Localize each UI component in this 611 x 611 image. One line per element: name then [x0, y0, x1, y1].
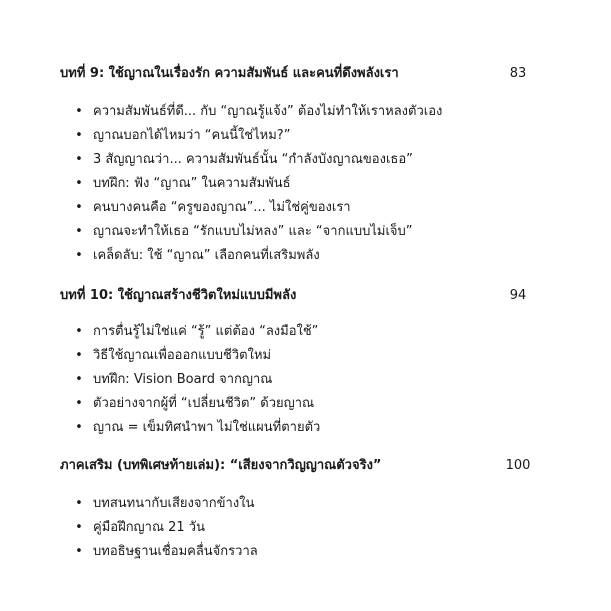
bullet-icon: • [75, 200, 83, 215]
toc-appendix [60, 456, 540, 559]
bullet-icon: • [75, 496, 83, 511]
list-item-text: คนบางคนคือ “ครูของญาณ”... ไม่ใช่คู่ของเรา [93, 200, 351, 215]
list-item-text: คู่มือฝึกญาณ 21 วัน [93, 520, 205, 535]
bullet-icon: • [75, 520, 83, 535]
bullet-icon: • [75, 372, 83, 387]
chapter-title: ภาคเสริม (บทพิเศษท้ายเล่ม): “เสียงจากวิญญาณตัวจริง” [60, 458, 382, 473]
bullet-icon: • [75, 396, 83, 411]
chapter-page-number: 83 [509, 66, 527, 81]
chapter-heading [60, 64, 540, 84]
list-item-text: การตื่นรู้ไม่ใช่แค่ “รู้” แต่ต้อง “ลงมือใช้” [93, 324, 319, 339]
bullet-icon: • [75, 152, 83, 167]
list-item-text: ญาณจะทำให้เธอ “รักแบบไม่หลง” และ “จากแบบไม่เจ็บ” [93, 224, 413, 239]
list-item-text: ญาณ = เข็มทิศนำพา ไม่ใช่แผนที่ตายตัว [93, 420, 321, 435]
list-item-text: ญาณบอกได้ไหมว่า “คนนี้ใช่ไหม?” [93, 128, 291, 143]
list-item-text: วิธีใช้ญาณเพื่อออกแบบชีวิตใหม่ [93, 348, 272, 363]
toc-chapter-10 [60, 286, 540, 435]
bullet-icon: • [75, 420, 83, 435]
list-item-text: 3 สัญญาณว่า... ความสัมพันธ์นั้น “กำลังบังญาณของเธอ” [93, 152, 413, 167]
list-item-text: บทฝึก: ฟัง “ญาณ” ในความสัมพันธ์ [93, 176, 291, 191]
bullet-icon: • [75, 176, 83, 191]
chapter-title: บทที่ 9: ใช้ญาณในเรื่องรัก ความสัมพันธ์ และคนที่ดึงพลังเรา [60, 66, 399, 81]
list-item-text: ตัวอย่างจากผู้ที่ “เปลี่ยนชีวิต” ด้วยญาณ [93, 396, 315, 411]
bullet-icon: • [75, 324, 83, 339]
bullet-icon: • [75, 544, 83, 559]
bullet-icon: • [75, 248, 83, 263]
chapter-title: บทที่ 10: ใช้ญาณสร้างชีวิตใหม่แบบมีพลัง [60, 288, 297, 303]
list-item-text: ความสัมพันธ์ที่ดี... กับ “ญาณรู้แจ้ง” ต้องไม่ทำให้เราหลงตัวเอง [93, 104, 443, 119]
chapter-heading [60, 456, 540, 476]
toc-chapter-9 [60, 64, 540, 263]
chapter-page-number: 94 [509, 288, 527, 303]
list-item-text: บทฝึก: Vision Board จากญาณ [93, 372, 273, 387]
chapter-heading [60, 286, 540, 306]
bullet-icon: • [75, 224, 83, 239]
bullet-icon: • [75, 104, 83, 119]
bullet-icon: • [75, 348, 83, 363]
list-item-text: เคล็ดลับ: ใช้ “ญาณ” เลือกคนที่เสริมพลัง [93, 248, 320, 263]
list-item-text: บทอธิษฐานเชื่อมคลื่นจักรวาล [93, 544, 258, 559]
list-item-text: บทสนทนากับเสียงจากข้างใน [93, 496, 255, 511]
bullet-icon: • [75, 128, 83, 143]
chapter-page-number: 100 [505, 458, 531, 473]
